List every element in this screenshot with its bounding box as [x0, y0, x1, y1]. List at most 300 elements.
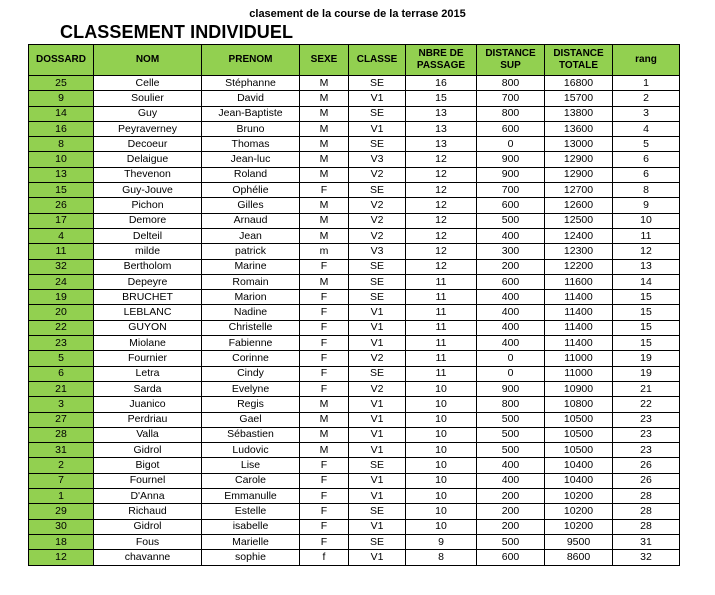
cell-nbre-passage: 10	[406, 489, 477, 504]
table-row	[29, 412, 680, 427]
cell-dossard: 14	[29, 106, 94, 121]
cell-prenom: Estelle	[202, 504, 300, 519]
cell-prenom: Roland	[202, 167, 300, 182]
cell-nbre-passage: 11	[406, 336, 477, 351]
cell-nbre-passage: 12	[406, 228, 477, 243]
cell-nom: chavanne	[94, 550, 202, 565]
cell-sexe: M	[300, 412, 349, 427]
cell-sexe: F	[300, 320, 349, 335]
cell-distance-totale: 11400	[545, 320, 613, 335]
cell-distance-totale: 12600	[545, 198, 613, 213]
cell-classe: SE	[349, 183, 406, 198]
document-subtitle: clasement de la course de la terrase 2015	[249, 8, 466, 20]
cell-nbre-passage: 11	[406, 290, 477, 305]
cell-sexe: M	[300, 91, 349, 106]
cell-classe: SE	[349, 290, 406, 305]
cell-rang: 21	[613, 381, 680, 396]
cell-classe: V1	[349, 121, 406, 136]
cell-prenom: Gael	[202, 412, 300, 427]
cell-nom: Valla	[94, 427, 202, 442]
cell-distance-sup: 900	[477, 167, 545, 182]
cell-classe: V1	[349, 473, 406, 488]
cell-nbre-passage: 13	[406, 121, 477, 136]
cell-distance-sup: 600	[477, 550, 545, 565]
table-row	[29, 550, 680, 565]
cell-classe: SE	[349, 534, 406, 549]
cell-classe: V1	[349, 320, 406, 335]
cell-dossard: 32	[29, 259, 94, 274]
cell-prenom: Marielle	[202, 534, 300, 549]
cell-dossard: 25	[29, 76, 94, 91]
cell-prenom: Thomas	[202, 137, 300, 152]
table-row	[29, 504, 680, 519]
cell-prenom: Corinne	[202, 351, 300, 366]
cell-dossard: 7	[29, 473, 94, 488]
cell-dossard: 4	[29, 228, 94, 243]
cell-nbre-passage: 12	[406, 213, 477, 228]
cell-sexe: M	[300, 121, 349, 136]
cell-distance-totale: 10200	[545, 489, 613, 504]
cell-nom: Fournel	[94, 473, 202, 488]
cell-rang: 11	[613, 228, 680, 243]
col-header-nom: NOM	[94, 45, 202, 76]
table-row	[29, 137, 680, 152]
cell-nbre-passage: 10	[406, 504, 477, 519]
cell-prenom: Jean-luc	[202, 152, 300, 167]
cell-prenom: Emmanulle	[202, 489, 300, 504]
cell-sexe: M	[300, 76, 349, 91]
cell-nom: Decoeur	[94, 137, 202, 152]
cell-prenom: sophie	[202, 550, 300, 565]
cell-nom: Pichon	[94, 198, 202, 213]
cell-nom: Juanico	[94, 397, 202, 412]
cell-distance-totale: 12700	[545, 183, 613, 198]
table-row	[29, 167, 680, 182]
cell-distance-sup: 400	[477, 320, 545, 335]
cell-distance-sup: 200	[477, 504, 545, 519]
cell-rang: 28	[613, 519, 680, 534]
cell-nbre-passage: 11	[406, 320, 477, 335]
cell-nom: Sarda	[94, 381, 202, 396]
cell-classe: V1	[349, 91, 406, 106]
cell-distance-totale: 11000	[545, 351, 613, 366]
cell-classe: V1	[349, 489, 406, 504]
cell-distance-sup: 900	[477, 152, 545, 167]
cell-rang: 31	[613, 534, 680, 549]
cell-dossard: 24	[29, 274, 94, 289]
cell-dossard: 22	[29, 320, 94, 335]
cell-rang: 26	[613, 458, 680, 473]
cell-classe: V1	[349, 305, 406, 320]
cell-sexe: F	[300, 534, 349, 549]
cell-prenom: Marine	[202, 259, 300, 274]
cell-distance-totale: 12300	[545, 244, 613, 259]
cell-sexe: M	[300, 274, 349, 289]
cell-distance-sup: 800	[477, 76, 545, 91]
cell-prenom: Jean	[202, 228, 300, 243]
cell-dossard: 30	[29, 519, 94, 534]
cell-nbre-passage: 11	[406, 305, 477, 320]
cell-rang: 22	[613, 397, 680, 412]
cell-distance-sup: 0	[477, 137, 545, 152]
cell-classe: V2	[349, 228, 406, 243]
cell-distance-totale: 10800	[545, 397, 613, 412]
cell-dossard: 5	[29, 351, 94, 366]
cell-nom: Fournier	[94, 351, 202, 366]
table-row	[29, 305, 680, 320]
cell-distance-totale: 11400	[545, 290, 613, 305]
cell-prenom: David	[202, 91, 300, 106]
cell-distance-sup: 500	[477, 427, 545, 442]
cell-distance-totale: 15700	[545, 91, 613, 106]
table-row	[29, 458, 680, 473]
cell-rang: 23	[613, 443, 680, 458]
cell-sexe: F	[300, 305, 349, 320]
col-header-prenom: PRENOM	[202, 45, 300, 76]
cell-rang: 23	[613, 427, 680, 442]
cell-distance-totale: 10500	[545, 412, 613, 427]
table-row	[29, 473, 680, 488]
cell-nbre-passage: 10	[406, 427, 477, 442]
cell-classe: SE	[349, 366, 406, 381]
cell-nom: D'Anna	[94, 489, 202, 504]
cell-distance-totale: 13800	[545, 106, 613, 121]
cell-prenom: Stéphanne	[202, 76, 300, 91]
cell-sexe: F	[300, 290, 349, 305]
cell-rang: 3	[613, 106, 680, 121]
cell-rang: 6	[613, 152, 680, 167]
cell-prenom: Arnaud	[202, 213, 300, 228]
cell-dossard: 19	[29, 290, 94, 305]
cell-distance-totale: 10400	[545, 458, 613, 473]
cell-nom: Bigot	[94, 458, 202, 473]
cell-nom: milde	[94, 244, 202, 259]
cell-prenom: Bruno	[202, 121, 300, 136]
cell-nom: Perdriau	[94, 412, 202, 427]
cell-sexe: F	[300, 351, 349, 366]
cell-nbre-passage: 10	[406, 458, 477, 473]
cell-prenom: Christelle	[202, 320, 300, 335]
cell-rang: 19	[613, 366, 680, 381]
col-header-dossard: DOSSARD	[29, 45, 94, 76]
cell-dossard: 17	[29, 213, 94, 228]
cell-distance-totale: 12400	[545, 228, 613, 243]
cell-distance-sup: 200	[477, 259, 545, 274]
cell-prenom: Gilles	[202, 198, 300, 213]
table-row	[29, 336, 680, 351]
table-row	[29, 534, 680, 549]
cell-distance-sup: 700	[477, 183, 545, 198]
cell-rang: 26	[613, 473, 680, 488]
cell-prenom: Nadine	[202, 305, 300, 320]
cell-distance-sup: 400	[477, 228, 545, 243]
cell-prenom: Regis	[202, 397, 300, 412]
cell-nbre-passage: 8	[406, 550, 477, 565]
cell-rang: 23	[613, 412, 680, 427]
cell-rang: 13	[613, 259, 680, 274]
cell-classe: V2	[349, 351, 406, 366]
cell-nom: Thevenon	[94, 167, 202, 182]
cell-rang: 8	[613, 183, 680, 198]
cell-distance-sup: 400	[477, 458, 545, 473]
cell-nom: Depeyre	[94, 274, 202, 289]
table-row	[29, 274, 680, 289]
cell-distance-totale: 10400	[545, 473, 613, 488]
cell-nom: Letra	[94, 366, 202, 381]
cell-prenom: Carole	[202, 473, 300, 488]
cell-distance-totale: 10200	[545, 519, 613, 534]
cell-sexe: F	[300, 183, 349, 198]
cell-rang: 15	[613, 320, 680, 335]
cell-nom: Celle	[94, 76, 202, 91]
cell-prenom: Jean-Baptiste	[202, 106, 300, 121]
cell-nbre-passage: 10	[406, 519, 477, 534]
table-row	[29, 320, 680, 335]
cell-dossard: 11	[29, 244, 94, 259]
table-row	[29, 183, 680, 198]
cell-distance-totale: 10200	[545, 504, 613, 519]
cell-distance-sup: 400	[477, 473, 545, 488]
cell-sexe: M	[300, 228, 349, 243]
cell-distance-totale: 12900	[545, 167, 613, 182]
cell-distance-sup: 800	[477, 106, 545, 121]
cell-dossard: 12	[29, 550, 94, 565]
cell-rang: 1	[613, 76, 680, 91]
cell-dossard: 26	[29, 198, 94, 213]
cell-nbre-passage: 13	[406, 106, 477, 121]
cell-classe: SE	[349, 259, 406, 274]
cell-rang: 28	[613, 489, 680, 504]
cell-nbre-passage: 12	[406, 244, 477, 259]
cell-nbre-passage: 12	[406, 259, 477, 274]
cell-rang: 10	[613, 213, 680, 228]
cell-prenom: Romain	[202, 274, 300, 289]
cell-dossard: 13	[29, 167, 94, 182]
cell-classe: SE	[349, 76, 406, 91]
cell-prenom: Lise	[202, 458, 300, 473]
cell-nom: Richaud	[94, 504, 202, 519]
cell-dossard: 21	[29, 381, 94, 396]
cell-distance-sup: 0	[477, 351, 545, 366]
cell-classe: V3	[349, 244, 406, 259]
cell-rang: 2	[613, 91, 680, 106]
table-header-row	[29, 45, 680, 76]
cell-dossard: 28	[29, 427, 94, 442]
table-row	[29, 121, 680, 136]
cell-sexe: F	[300, 489, 349, 504]
cell-nom: Delaigue	[94, 152, 202, 167]
cell-sexe: F	[300, 504, 349, 519]
cell-sexe: F	[300, 336, 349, 351]
cell-classe: SE	[349, 137, 406, 152]
cell-sexe: M	[300, 137, 349, 152]
cell-distance-totale: 12900	[545, 152, 613, 167]
cell-sexe: F	[300, 473, 349, 488]
cell-sexe: M	[300, 213, 349, 228]
cell-prenom: Cindy	[202, 366, 300, 381]
cell-nbre-passage: 10	[406, 443, 477, 458]
cell-dossard: 6	[29, 366, 94, 381]
cell-sexe: M	[300, 167, 349, 182]
cell-distance-totale: 8600	[545, 550, 613, 565]
cell-dossard: 29	[29, 504, 94, 519]
table-row	[29, 259, 680, 274]
cell-classe: SE	[349, 106, 406, 121]
table-body	[29, 76, 680, 566]
cell-distance-totale: 10500	[545, 427, 613, 442]
col-header-rang: rang	[613, 45, 680, 76]
cell-prenom: patrick	[202, 244, 300, 259]
cell-dossard: 1	[29, 489, 94, 504]
table-row	[29, 366, 680, 381]
cell-sexe: F	[300, 458, 349, 473]
table-row	[29, 427, 680, 442]
cell-distance-sup: 0	[477, 366, 545, 381]
cell-dossard: 9	[29, 91, 94, 106]
cell-distance-sup: 400	[477, 305, 545, 320]
cell-sexe: F	[300, 366, 349, 381]
cell-distance-sup: 600	[477, 274, 545, 289]
cell-sexe: F	[300, 519, 349, 534]
cell-distance-sup: 500	[477, 534, 545, 549]
cell-dossard: 27	[29, 412, 94, 427]
table-row	[29, 351, 680, 366]
cell-nom: Guy-Jouve	[94, 183, 202, 198]
cell-sexe: M	[300, 427, 349, 442]
cell-distance-sup: 400	[477, 336, 545, 351]
cell-classe: V2	[349, 198, 406, 213]
cell-nom: Guy	[94, 106, 202, 121]
cell-rang: 9	[613, 198, 680, 213]
cell-nbre-passage: 11	[406, 366, 477, 381]
cell-distance-sup: 300	[477, 244, 545, 259]
cell-nom: Miolane	[94, 336, 202, 351]
cell-rang: 14	[613, 274, 680, 289]
cell-classe: V1	[349, 427, 406, 442]
cell-classe: V2	[349, 167, 406, 182]
table-row	[29, 489, 680, 504]
cell-rang: 15	[613, 290, 680, 305]
cell-distance-sup: 500	[477, 443, 545, 458]
cell-nom: Peyraverney	[94, 121, 202, 136]
cell-dossard: 16	[29, 121, 94, 136]
cell-nbre-passage: 12	[406, 167, 477, 182]
table-row	[29, 228, 680, 243]
cell-dossard: 3	[29, 397, 94, 412]
ranking-table	[28, 44, 680, 566]
cell-nom: GUYON	[94, 320, 202, 335]
table-row	[29, 290, 680, 305]
cell-distance-totale: 12200	[545, 259, 613, 274]
cell-rang: 32	[613, 550, 680, 565]
cell-rang: 12	[613, 244, 680, 259]
table-row	[29, 443, 680, 458]
table-row	[29, 106, 680, 121]
cell-nbre-passage: 12	[406, 198, 477, 213]
table-row	[29, 91, 680, 106]
cell-rang: 19	[613, 351, 680, 366]
cell-distance-sup: 500	[477, 412, 545, 427]
table-row	[29, 397, 680, 412]
cell-sexe: M	[300, 397, 349, 412]
table-row	[29, 76, 680, 91]
cell-nom: Soulier	[94, 91, 202, 106]
cell-sexe: F	[300, 259, 349, 274]
cell-rang: 28	[613, 504, 680, 519]
cell-distance-totale: 13600	[545, 121, 613, 136]
cell-dossard: 8	[29, 137, 94, 152]
cell-distance-totale: 12500	[545, 213, 613, 228]
cell-nom: Fous	[94, 534, 202, 549]
cell-dossard: 23	[29, 336, 94, 351]
table-row	[29, 381, 680, 396]
cell-classe: SE	[349, 458, 406, 473]
cell-distance-totale: 16800	[545, 76, 613, 91]
cell-sexe: F	[300, 381, 349, 396]
cell-nbre-passage: 11	[406, 274, 477, 289]
cell-dossard: 18	[29, 534, 94, 549]
cell-distance-totale: 13000	[545, 137, 613, 152]
cell-distance-sup: 900	[477, 381, 545, 396]
cell-nbre-passage: 15	[406, 91, 477, 106]
table-row	[29, 152, 680, 167]
table-row	[29, 213, 680, 228]
cell-distance-sup: 200	[477, 489, 545, 504]
cell-nbre-passage: 9	[406, 534, 477, 549]
cell-distance-sup: 700	[477, 91, 545, 106]
cell-nom: Demore	[94, 213, 202, 228]
cell-prenom: isabelle	[202, 519, 300, 534]
cell-nbre-passage: 10	[406, 381, 477, 396]
cell-distance-totale: 9500	[545, 534, 613, 549]
cell-prenom: Ophélie	[202, 183, 300, 198]
cell-classe: SE	[349, 504, 406, 519]
cell-prenom: Sébastien	[202, 427, 300, 442]
cell-distance-sup: 400	[477, 290, 545, 305]
cell-nom: BRUCHET	[94, 290, 202, 305]
cell-classe: V1	[349, 550, 406, 565]
cell-distance-sup: 200	[477, 519, 545, 534]
cell-classe: SE	[349, 274, 406, 289]
cell-distance-totale: 11000	[545, 366, 613, 381]
cell-classe: V1	[349, 412, 406, 427]
cell-nbre-passage: 12	[406, 152, 477, 167]
cell-dossard: 10	[29, 152, 94, 167]
page-title: CLASSEMENT INDIVIDUEL	[60, 22, 294, 42]
col-header-classe: CLASSE	[349, 45, 406, 76]
cell-distance-totale: 10500	[545, 443, 613, 458]
cell-classe: V1	[349, 397, 406, 412]
cell-distance-sup: 500	[477, 213, 545, 228]
cell-classe: V3	[349, 152, 406, 167]
cell-sexe: f	[300, 550, 349, 565]
cell-nbre-passage: 10	[406, 412, 477, 427]
cell-distance-sup: 800	[477, 397, 545, 412]
cell-classe: V1	[349, 336, 406, 351]
col-header-distance-totale: DISTANCE TOTALE	[545, 45, 613, 76]
cell-rang: 5	[613, 137, 680, 152]
cell-nbre-passage: 10	[406, 397, 477, 412]
cell-nbre-passage: 12	[406, 183, 477, 198]
cell-distance-totale: 11600	[545, 274, 613, 289]
cell-prenom: Marion	[202, 290, 300, 305]
cell-prenom: Fabienne	[202, 336, 300, 351]
cell-nom: Gidrol	[94, 443, 202, 458]
cell-nbre-passage: 13	[406, 137, 477, 152]
cell-dossard: 31	[29, 443, 94, 458]
cell-prenom: Evelyne	[202, 381, 300, 396]
cell-rang: 4	[613, 121, 680, 136]
